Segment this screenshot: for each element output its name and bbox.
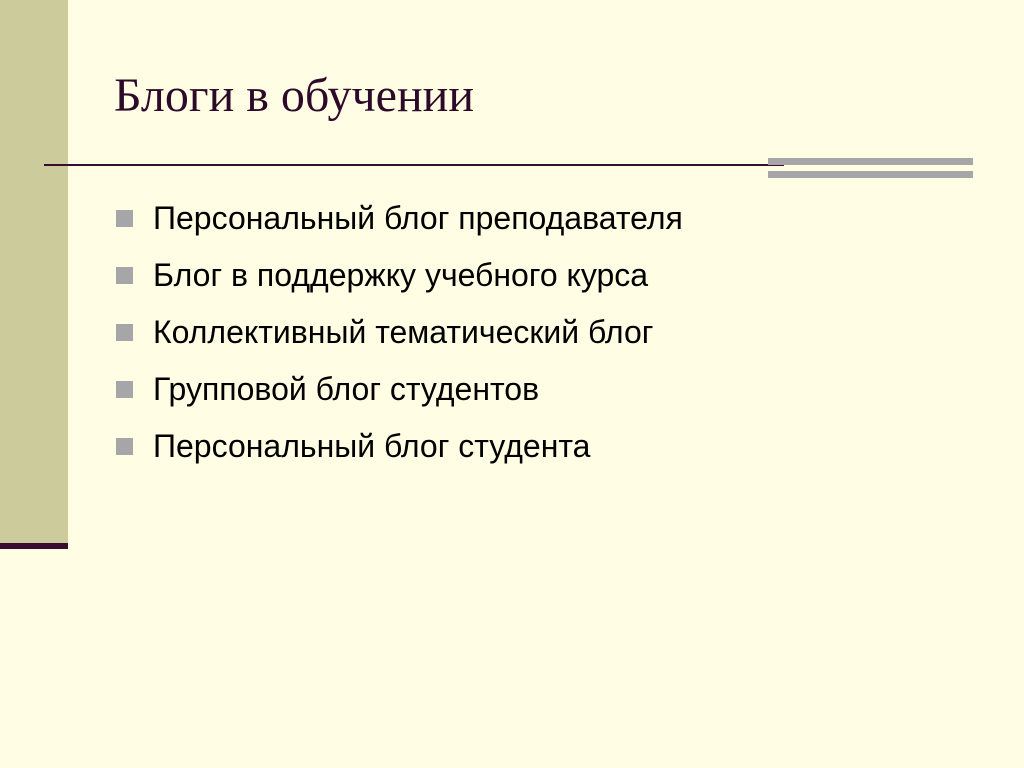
square-bullet-icon [116, 210, 133, 227]
bullet-text: Коллективный тематический блог [153, 314, 654, 350]
title-divider-line [44, 164, 784, 166]
square-bullet-icon [116, 438, 133, 455]
bullet-item [116, 361, 683, 418]
accent-bar-top [768, 158, 973, 165]
slide-title: Блоги в обучении [114, 69, 475, 122]
bullet-list [116, 190, 683, 475]
bullet-text: Блог в поддержку учебного курса [153, 257, 649, 293]
bullet-item [116, 247, 683, 304]
bullet-item [116, 418, 683, 475]
bullet-text: Персональный блог студента [153, 428, 591, 464]
left-decorative-bar [0, 0, 68, 548]
square-bullet-icon [116, 267, 133, 284]
bullet-item [116, 190, 683, 247]
left-bar-underline [0, 543, 68, 549]
square-bullet-icon [116, 381, 133, 398]
bullet-item [116, 304, 683, 361]
bullet-text: Персональный блог преподавателя [153, 200, 683, 236]
accent-bar-bottom [768, 171, 973, 178]
bullet-text: Групповой блог студентов [153, 371, 540, 407]
square-bullet-icon [116, 324, 133, 341]
